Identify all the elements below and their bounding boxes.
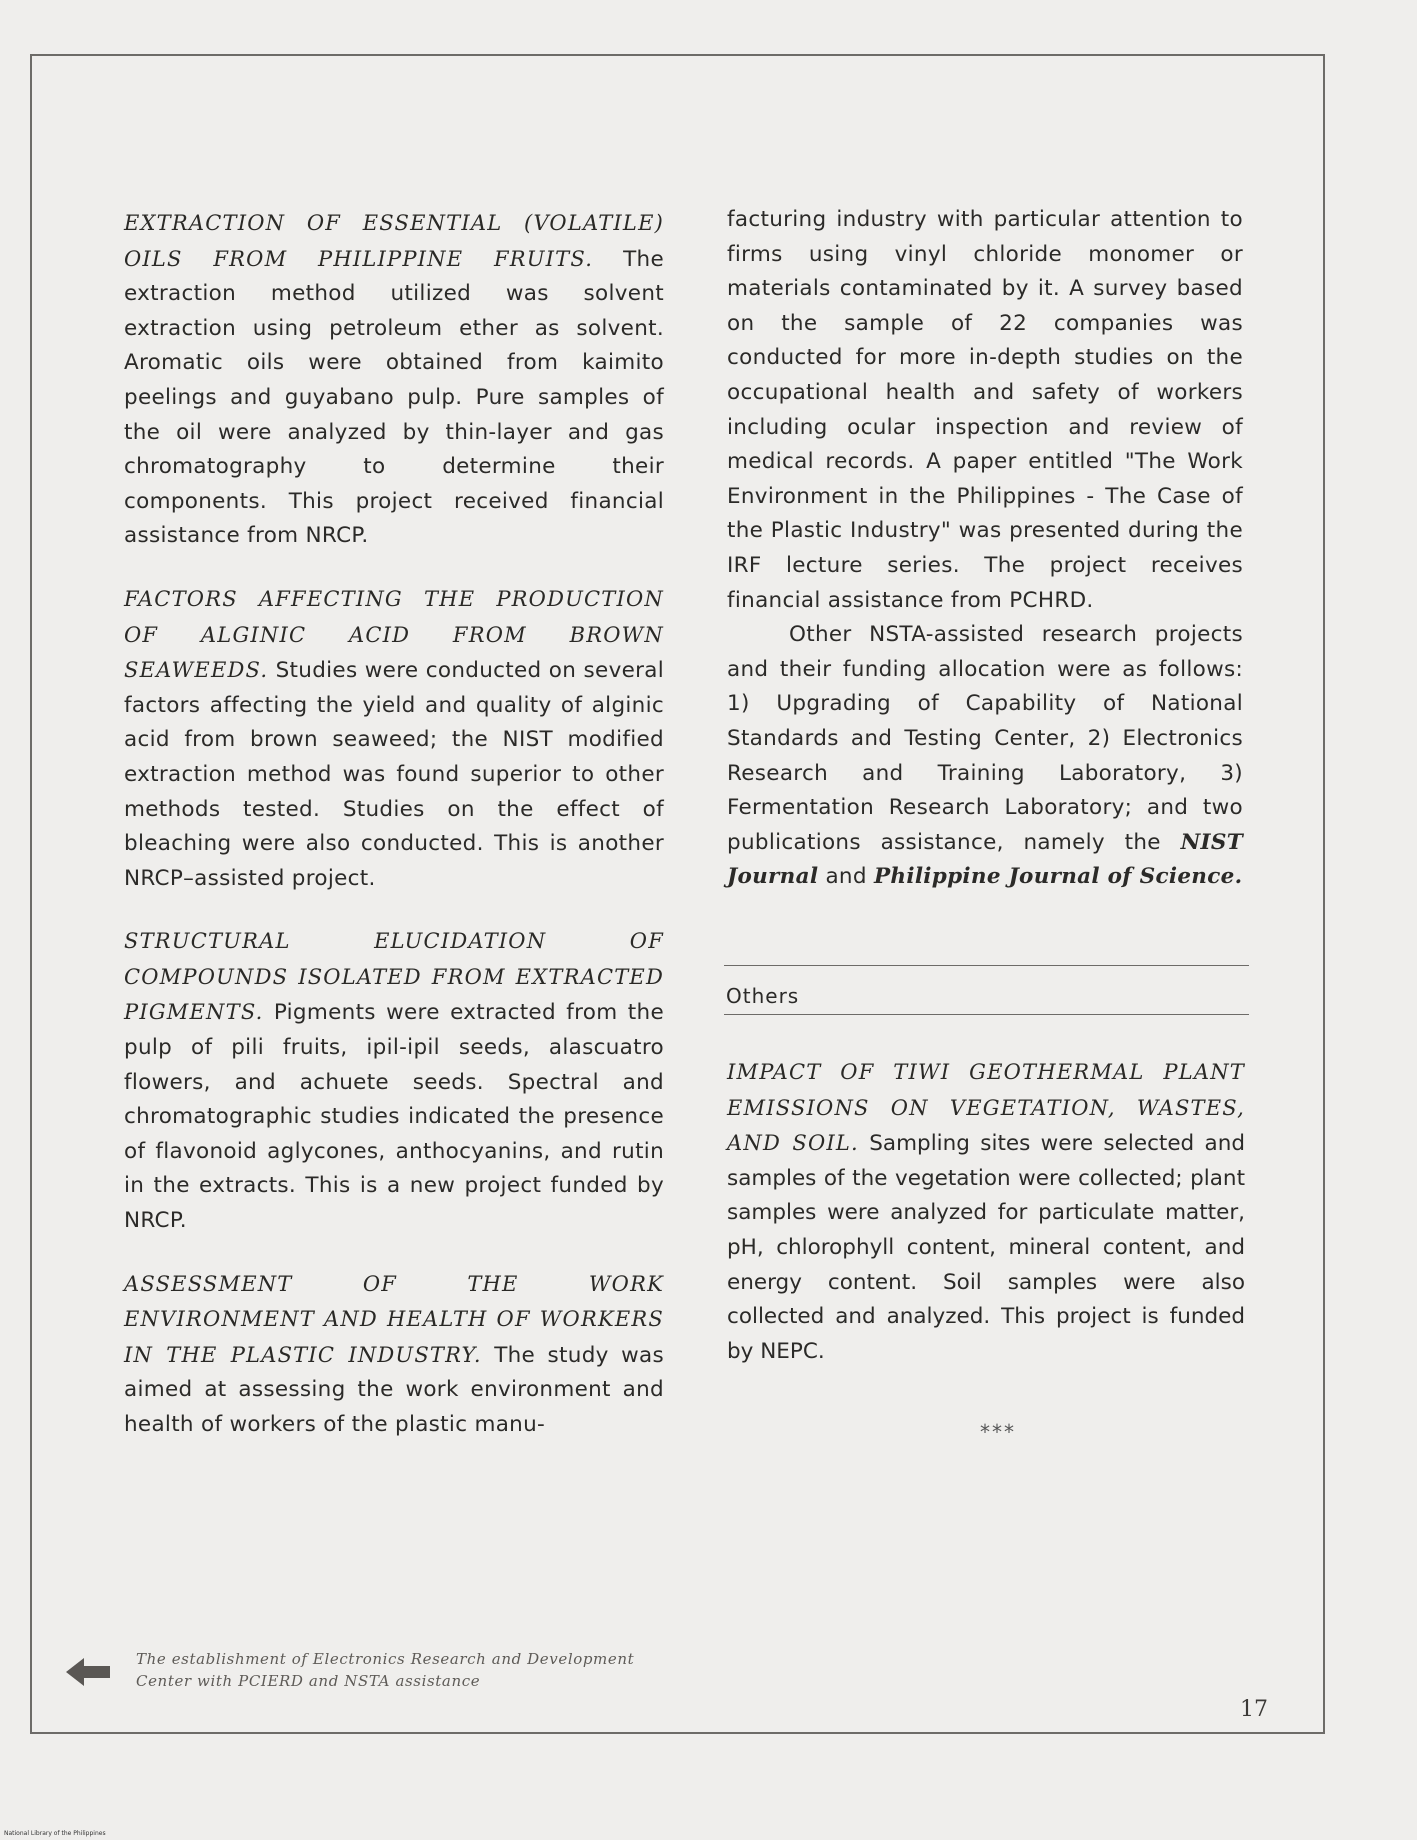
article-body: Studies were conducted on several factors affecting the yield and quality of alginic acid from brown seaweed; the NIST modified extraction method was found superior to other methods tested. Studies on the effect of bleaching were also conducted. This is another NRCP–assisted project. [124,658,665,891]
page-number: 17 [1240,1697,1268,1722]
article-entry [124,1267,664,1443]
others-section-header [724,965,1249,1015]
arrow-left-icon [66,1655,112,1689]
article-heading: FACTORS AFFECTING THE PRODUCTION OF ALGINIC ACID FROM BROWN SEAWEEDS. [124,586,664,683]
article-body: The study was aimed at assessing the work environment and health of workers of the plastic manu- [124,1342,664,1437]
section-label: Others [726,984,800,1008]
footer-text: National Library of the Philippines [4,1830,106,1837]
article-entry [124,206,664,554]
section-separator: *** [980,1420,1016,1444]
conjunction-text: and [825,864,867,890]
divider [724,1014,1249,1015]
journal-title: NIST Journal [727,829,1244,890]
article-body: The extraction method utilized was solvent extraction using petroleum ether as solvent. Aromatic oils were obtained from kaimito peelings and guyabano pulp. Pure samples of the oil were analyzed by thin-layer and gas chromatography to determine their components. This project received financial assistance from NRCP. [124,246,664,549]
article-heading: STRUCTURAL ELUCIDATION OF COMPOUNDS ISOLATED FROM EXTRACTED PIGMENTS. [124,929,664,1025]
other-projects-text: Other NSTA-assisted research projects and their funding allocation were as follows: 1) Upgrading of Capability of National Standards and Testing Center, 2) Electronics Research and Training Laboratory, 3) Fermentation Research Laboratory; and two publications assistance, namely the [727,622,1243,855]
article-body: Pigments were extracted from the pulp of pili fruits, ipil-ipil seeds, alascuatro flowers, and achuete seeds. Spectral and chromatographic studies indicated the presence of flavonoid aglycones, anthocyanins, and rutin in the extracts. This is a new project funded by NRCP. [124,1000,664,1234]
other-projects-paragraph [727,618,1243,895]
article-entry [124,924,664,1238]
article-heading: IMPACT OF TIWI GEOTHERMAL PLANT EMISSIONS ON VEGETATION, WASTES, AND SOIL. [727,1060,1245,1156]
left-column [124,206,664,1471]
article-heading: EXTRACTION OF ESSENTIAL (VOLATILE) OILS FROM PHILIPPINE FRUITS. [124,211,664,271]
article-heading: ASSESSMENT OF THE WORK ENVIRONMENT AND HEALTH OF WORKERS IN THE PLASTIC INDUSTRY. [124,1271,664,1367]
right-column [727,203,1243,895]
article-body: Sampling sites were selected and samples of the vegetation were collected; plant samples were analyzed for particulate matter, pH, chlorophyll content, mineral content, and energy content. Soil samples were also collected and analyzed. This project is funded by NEPC. [727,1131,1246,1364]
others-article [727,1055,1245,1369]
article-entry [124,582,664,896]
continuation-paragraph: facturing industry with particular attention to firms using vinyl chloride monomer or materials contaminated by it. A survey based on the sample of 22 companies was conducted for more in-depth studies on the occupational health and safety of workers including ocular inspection and review of medical records. A paper entitled "The Work Environment in the Philippines - The Case of the Plastic Industry" was presented during the IRF lecture series. The project receives financial assistance from PCHRD. [727,207,1243,613]
journal-title: Philippine Journal of Science. [873,864,1243,890]
photo-caption: The establishment of Electronics Research and Development Center with PCIERD and NSTA assistance [136,1650,635,1690]
